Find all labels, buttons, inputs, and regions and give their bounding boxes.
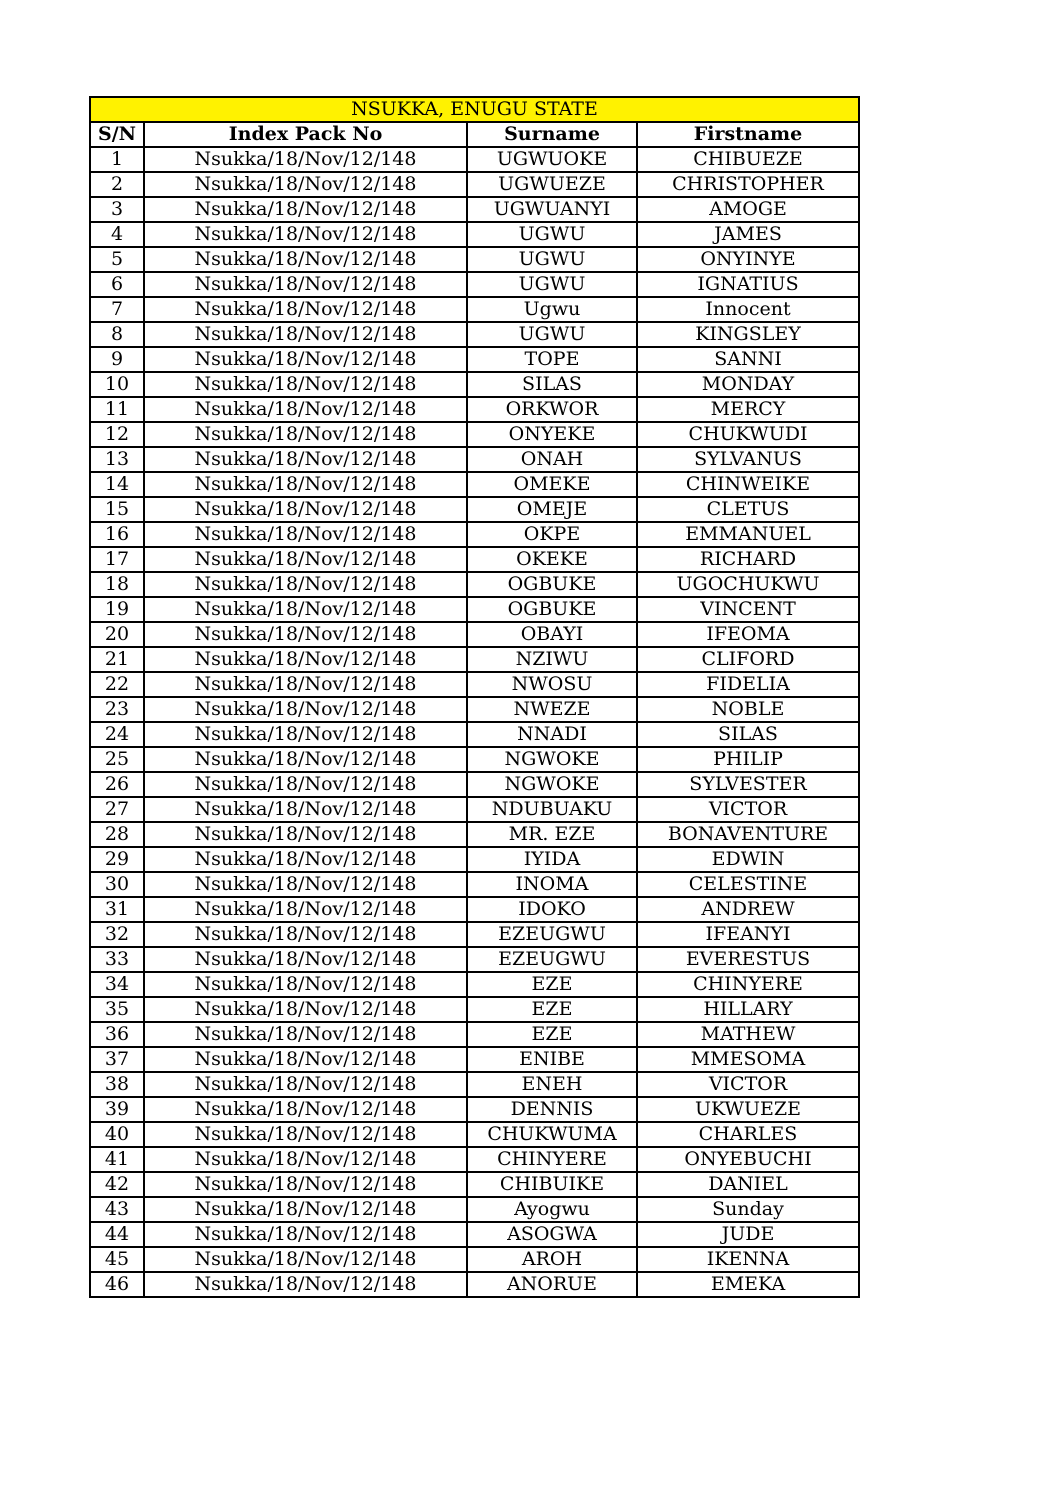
cell-sn: 38 [90, 1072, 144, 1097]
cell-sn: 23 [90, 697, 144, 722]
cell-sn: 24 [90, 722, 144, 747]
table-row [90, 1147, 859, 1172]
cell-sn: 6 [90, 272, 144, 297]
cell-sn: 1 [90, 147, 144, 172]
cell-sn: 32 [90, 922, 144, 947]
cell-index-pack-no: Nsukka/18/Nov/12/148 [144, 322, 467, 347]
cell-sn: 44 [90, 1222, 144, 1247]
table-row [90, 347, 859, 372]
cell-firstname: EDWIN [637, 847, 859, 872]
cell-sn: 16 [90, 522, 144, 547]
cell-surname: OKEKE [467, 547, 637, 572]
cell-index-pack-no: Nsukka/18/Nov/12/148 [144, 572, 467, 597]
cell-index-pack-no: Nsukka/18/Nov/12/148 [144, 1022, 467, 1047]
cell-index-pack-no: Nsukka/18/Nov/12/148 [144, 922, 467, 947]
cell-index-pack-no: Nsukka/18/Nov/12/148 [144, 297, 467, 322]
cell-firstname: JUDE [637, 1222, 859, 1247]
cell-firstname: UGOCHUKWU [637, 572, 859, 597]
cell-firstname: CLETUS [637, 497, 859, 522]
cell-sn: 18 [90, 572, 144, 597]
cell-firstname: CHRISTOPHER [637, 172, 859, 197]
cell-surname: EZE [467, 1022, 637, 1047]
cell-sn: 22 [90, 672, 144, 697]
cell-firstname: IFEOMA [637, 622, 859, 647]
cell-firstname: EMEKA [637, 1272, 859, 1297]
cell-firstname: SYLVESTER [637, 772, 859, 797]
cell-firstname: CLIFORD [637, 647, 859, 672]
table-row [90, 672, 859, 697]
table-row [90, 1072, 859, 1097]
cell-sn: 21 [90, 647, 144, 672]
cell-firstname: KINGSLEY [637, 322, 859, 347]
cell-firstname: IFEANYI [637, 922, 859, 947]
cell-sn: 14 [90, 472, 144, 497]
cell-firstname: EMMANUEL [637, 522, 859, 547]
cell-firstname: CHINYERE [637, 972, 859, 997]
cell-surname: ENIBE [467, 1047, 637, 1072]
table-row [90, 622, 859, 647]
cell-surname: DENNIS [467, 1097, 637, 1122]
cell-index-pack-no: Nsukka/18/Nov/12/148 [144, 847, 467, 872]
cell-surname: NGWOKE [467, 772, 637, 797]
cell-sn: 20 [90, 622, 144, 647]
cell-surname: CHINYERE [467, 1147, 637, 1172]
cell-firstname: AMOGE [637, 197, 859, 222]
cell-surname: OKPE [467, 522, 637, 547]
cell-sn: 40 [90, 1122, 144, 1147]
cell-surname: OBAYI [467, 622, 637, 647]
cell-firstname: BONAVENTURE [637, 822, 859, 847]
cell-firstname: VICTOR [637, 1072, 859, 1097]
cell-firstname: MERCY [637, 397, 859, 422]
cell-index-pack-no: Nsukka/18/Nov/12/148 [144, 422, 467, 447]
cell-firstname: UKWUEZE [637, 1097, 859, 1122]
cell-surname: IYIDA [467, 847, 637, 872]
cell-surname: NZIWU [467, 647, 637, 672]
table-row [90, 647, 859, 672]
table-row [90, 322, 859, 347]
cell-surname: UGWU [467, 222, 637, 247]
cell-sn: 41 [90, 1147, 144, 1172]
cell-surname: EZE [467, 972, 637, 997]
cell-index-pack-no: Nsukka/18/Nov/12/148 [144, 197, 467, 222]
cell-index-pack-no: Nsukka/18/Nov/12/148 [144, 597, 467, 622]
table-row [90, 922, 859, 947]
cell-surname: CHUKWUMA [467, 1122, 637, 1147]
cell-surname: UGWUANYI [467, 197, 637, 222]
cell-index-pack-no: Nsukka/18/Nov/12/148 [144, 772, 467, 797]
cell-index-pack-no: Nsukka/18/Nov/12/148 [144, 472, 467, 497]
cell-surname: UGWU [467, 272, 637, 297]
cell-index-pack-no: Nsukka/18/Nov/12/148 [144, 1097, 467, 1122]
cell-sn: 36 [90, 1022, 144, 1047]
cell-sn: 10 [90, 372, 144, 397]
cell-sn: 31 [90, 897, 144, 922]
cell-firstname: CHUKWUDI [637, 422, 859, 447]
cell-index-pack-no: Nsukka/18/Nov/12/148 [144, 497, 467, 522]
cell-sn: 28 [90, 822, 144, 847]
cell-index-pack-no: Nsukka/18/Nov/12/148 [144, 872, 467, 897]
table-row [90, 1222, 859, 1247]
table-row [90, 197, 859, 222]
cell-index-pack-no: Nsukka/18/Nov/12/148 [144, 822, 467, 847]
cell-index-pack-no: Nsukka/18/Nov/12/148 [144, 372, 467, 397]
cell-surname: ONAH [467, 447, 637, 472]
cell-index-pack-no: Nsukka/18/Nov/12/148 [144, 997, 467, 1022]
cell-firstname: FIDELIA [637, 672, 859, 697]
cell-index-pack-no: Nsukka/18/Nov/12/148 [144, 647, 467, 672]
table-row [90, 1172, 859, 1197]
cell-index-pack-no: Nsukka/18/Nov/12/148 [144, 272, 467, 297]
cell-firstname: ANDREW [637, 897, 859, 922]
cell-sn: 42 [90, 1172, 144, 1197]
cell-index-pack-no: Nsukka/18/Nov/12/148 [144, 622, 467, 647]
table-row [90, 1247, 859, 1272]
cell-sn: 43 [90, 1197, 144, 1222]
cell-firstname: DANIEL [637, 1172, 859, 1197]
cell-firstname: SYLVANUS [637, 447, 859, 472]
cell-sn: 27 [90, 797, 144, 822]
cell-sn: 37 [90, 1047, 144, 1072]
cell-surname: OMEKE [467, 472, 637, 497]
cell-surname: OGBUKE [467, 597, 637, 622]
cell-index-pack-no: Nsukka/18/Nov/12/148 [144, 1147, 467, 1172]
cell-index-pack-no: Nsukka/18/Nov/12/148 [144, 222, 467, 247]
cell-surname: ENEH [467, 1072, 637, 1097]
cell-firstname: MMESOMA [637, 1047, 859, 1072]
roster-body [90, 147, 859, 1297]
table-row [90, 897, 859, 922]
table-row [90, 372, 859, 397]
table-row [90, 1022, 859, 1047]
table-row [90, 997, 859, 1022]
cell-sn: 46 [90, 1272, 144, 1297]
cell-surname: ONYEKE [467, 422, 637, 447]
cell-surname: TOPE [467, 347, 637, 372]
table-row [90, 972, 859, 997]
table-row [90, 947, 859, 972]
cell-sn: 8 [90, 322, 144, 347]
cell-index-pack-no: Nsukka/18/Nov/12/148 [144, 1122, 467, 1147]
cell-sn: 3 [90, 197, 144, 222]
table-row [90, 722, 859, 747]
cell-sn: 29 [90, 847, 144, 872]
table-row [90, 222, 859, 247]
cell-sn: 13 [90, 447, 144, 472]
table-row [90, 422, 859, 447]
column-header-surname: Surname [467, 122, 637, 147]
cell-firstname: CHINWEIKE [637, 472, 859, 497]
cell-surname: UGWU [467, 247, 637, 272]
cell-firstname: MONDAY [637, 372, 859, 397]
table-row [90, 1047, 859, 1072]
column-header-index-pack-no: Index Pack No [144, 122, 467, 147]
cell-firstname: PHILIP [637, 747, 859, 772]
cell-surname: ASOGWA [467, 1222, 637, 1247]
cell-surname: NWEZE [467, 697, 637, 722]
table-row [90, 272, 859, 297]
cell-surname: MR. EZE [467, 822, 637, 847]
cell-index-pack-no: Nsukka/18/Nov/12/148 [144, 172, 467, 197]
cell-surname: NNADI [467, 722, 637, 747]
table-row [90, 497, 859, 522]
cell-firstname: EVERESTUS [637, 947, 859, 972]
table-row [90, 747, 859, 772]
column-header-firstname: Firstname [637, 122, 859, 147]
cell-sn: 34 [90, 972, 144, 997]
cell-sn: 12 [90, 422, 144, 447]
cell-index-pack-no: Nsukka/18/Nov/12/148 [144, 1047, 467, 1072]
cell-index-pack-no: Nsukka/18/Nov/12/148 [144, 1222, 467, 1247]
cell-surname: NWOSU [467, 672, 637, 697]
table-row [90, 1272, 859, 1297]
cell-index-pack-no: Nsukka/18/Nov/12/148 [144, 947, 467, 972]
cell-index-pack-no: Nsukka/18/Nov/12/148 [144, 897, 467, 922]
title-row [90, 97, 859, 122]
cell-sn: 2 [90, 172, 144, 197]
cell-sn: 45 [90, 1247, 144, 1272]
cell-firstname: CELESTINE [637, 872, 859, 897]
table-row [90, 1122, 859, 1147]
cell-surname: NGWOKE [467, 747, 637, 772]
cell-sn: 33 [90, 947, 144, 972]
cell-firstname: SILAS [637, 722, 859, 747]
cell-firstname: Sunday [637, 1197, 859, 1222]
cell-firstname: Innocent [637, 297, 859, 322]
cell-sn: 4 [90, 222, 144, 247]
table-row [90, 447, 859, 472]
cell-surname: UGWUOKE [467, 147, 637, 172]
cell-firstname: CHIBUEZE [637, 147, 859, 172]
table-row [90, 247, 859, 272]
cell-firstname: VINCENT [637, 597, 859, 622]
cell-surname: EZEUGWU [467, 947, 637, 972]
cell-index-pack-no: Nsukka/18/Nov/12/148 [144, 347, 467, 372]
cell-index-pack-no: Nsukka/18/Nov/12/148 [144, 1272, 467, 1297]
table-row [90, 847, 859, 872]
cell-firstname: CHARLES [637, 1122, 859, 1147]
cell-index-pack-no: Nsukka/18/Nov/12/148 [144, 397, 467, 422]
cell-firstname: MATHEW [637, 1022, 859, 1047]
cell-index-pack-no: Nsukka/18/Nov/12/148 [144, 797, 467, 822]
roster-table [89, 96, 860, 1298]
cell-index-pack-no: Nsukka/18/Nov/12/148 [144, 697, 467, 722]
cell-surname: CHIBUIKE [467, 1172, 637, 1197]
cell-index-pack-no: Nsukka/18/Nov/12/148 [144, 1072, 467, 1097]
cell-firstname: JAMES [637, 222, 859, 247]
cell-surname: SILAS [467, 372, 637, 397]
cell-firstname: HILLARY [637, 997, 859, 1022]
table-row [90, 297, 859, 322]
table-row [90, 147, 859, 172]
cell-index-pack-no: Nsukka/18/Nov/12/148 [144, 972, 467, 997]
cell-index-pack-no: Nsukka/18/Nov/12/148 [144, 747, 467, 772]
cell-surname: IDOKO [467, 897, 637, 922]
cell-surname: EZEUGWU [467, 922, 637, 947]
cell-firstname: IKENNA [637, 1247, 859, 1272]
cell-index-pack-no: Nsukka/18/Nov/12/148 [144, 1197, 467, 1222]
cell-sn: 35 [90, 997, 144, 1022]
cell-index-pack-no: Nsukka/18/Nov/12/148 [144, 547, 467, 572]
cell-firstname: VICTOR [637, 797, 859, 822]
cell-index-pack-no: Nsukka/18/Nov/12/148 [144, 1172, 467, 1197]
cell-firstname: ONYEBUCHI [637, 1147, 859, 1172]
cell-sn: 19 [90, 597, 144, 622]
cell-surname: Ayogwu [467, 1197, 637, 1222]
cell-index-pack-no: Nsukka/18/Nov/12/148 [144, 722, 467, 747]
cell-surname: UGWU [467, 322, 637, 347]
cell-firstname: IGNATIUS [637, 272, 859, 297]
cell-sn: 15 [90, 497, 144, 522]
cell-surname: Ugwu [467, 297, 637, 322]
table-row [90, 822, 859, 847]
cell-firstname: RICHARD [637, 547, 859, 572]
cell-sn: 7 [90, 297, 144, 322]
cell-surname: ORKWOR [467, 397, 637, 422]
cell-surname: ANORUE [467, 1272, 637, 1297]
cell-sn: 17 [90, 547, 144, 572]
cell-surname: AROH [467, 1247, 637, 1272]
table-row [90, 397, 859, 422]
table-title: NSUKKA, ENUGU STATE [90, 97, 859, 122]
cell-index-pack-no: Nsukka/18/Nov/12/148 [144, 447, 467, 472]
cell-firstname: ONYINYE [637, 247, 859, 272]
cell-sn: 9 [90, 347, 144, 372]
table-row [90, 772, 859, 797]
cell-firstname: SANNI [637, 347, 859, 372]
table-row [90, 697, 859, 722]
table-row [90, 572, 859, 597]
cell-sn: 30 [90, 872, 144, 897]
cell-index-pack-no: Nsukka/18/Nov/12/148 [144, 247, 467, 272]
cell-surname: NDUBUAKU [467, 797, 637, 822]
cell-sn: 26 [90, 772, 144, 797]
table-row [90, 522, 859, 547]
table-row [90, 1097, 859, 1122]
cell-index-pack-no: Nsukka/18/Nov/12/148 [144, 147, 467, 172]
cell-sn: 11 [90, 397, 144, 422]
cell-surname: EZE [467, 997, 637, 1022]
cell-surname: OMEJE [467, 497, 637, 522]
cell-index-pack-no: Nsukka/18/Nov/12/148 [144, 1247, 467, 1272]
cell-sn: 39 [90, 1097, 144, 1122]
column-header-sn: S/N [90, 122, 144, 147]
table-row [90, 1197, 859, 1222]
cell-surname: UGWUEZE [467, 172, 637, 197]
cell-firstname: NOBLE [637, 697, 859, 722]
cell-index-pack-no: Nsukka/18/Nov/12/148 [144, 522, 467, 547]
cell-index-pack-no: Nsukka/18/Nov/12/148 [144, 672, 467, 697]
table-row [90, 547, 859, 572]
table-row [90, 872, 859, 897]
table-row [90, 472, 859, 497]
cell-surname: OGBUKE [467, 572, 637, 597]
table-row [90, 597, 859, 622]
cell-surname: INOMA [467, 872, 637, 897]
header-row [90, 122, 859, 147]
cell-sn: 25 [90, 747, 144, 772]
cell-sn: 5 [90, 247, 144, 272]
table-row [90, 172, 859, 197]
table-row [90, 797, 859, 822]
